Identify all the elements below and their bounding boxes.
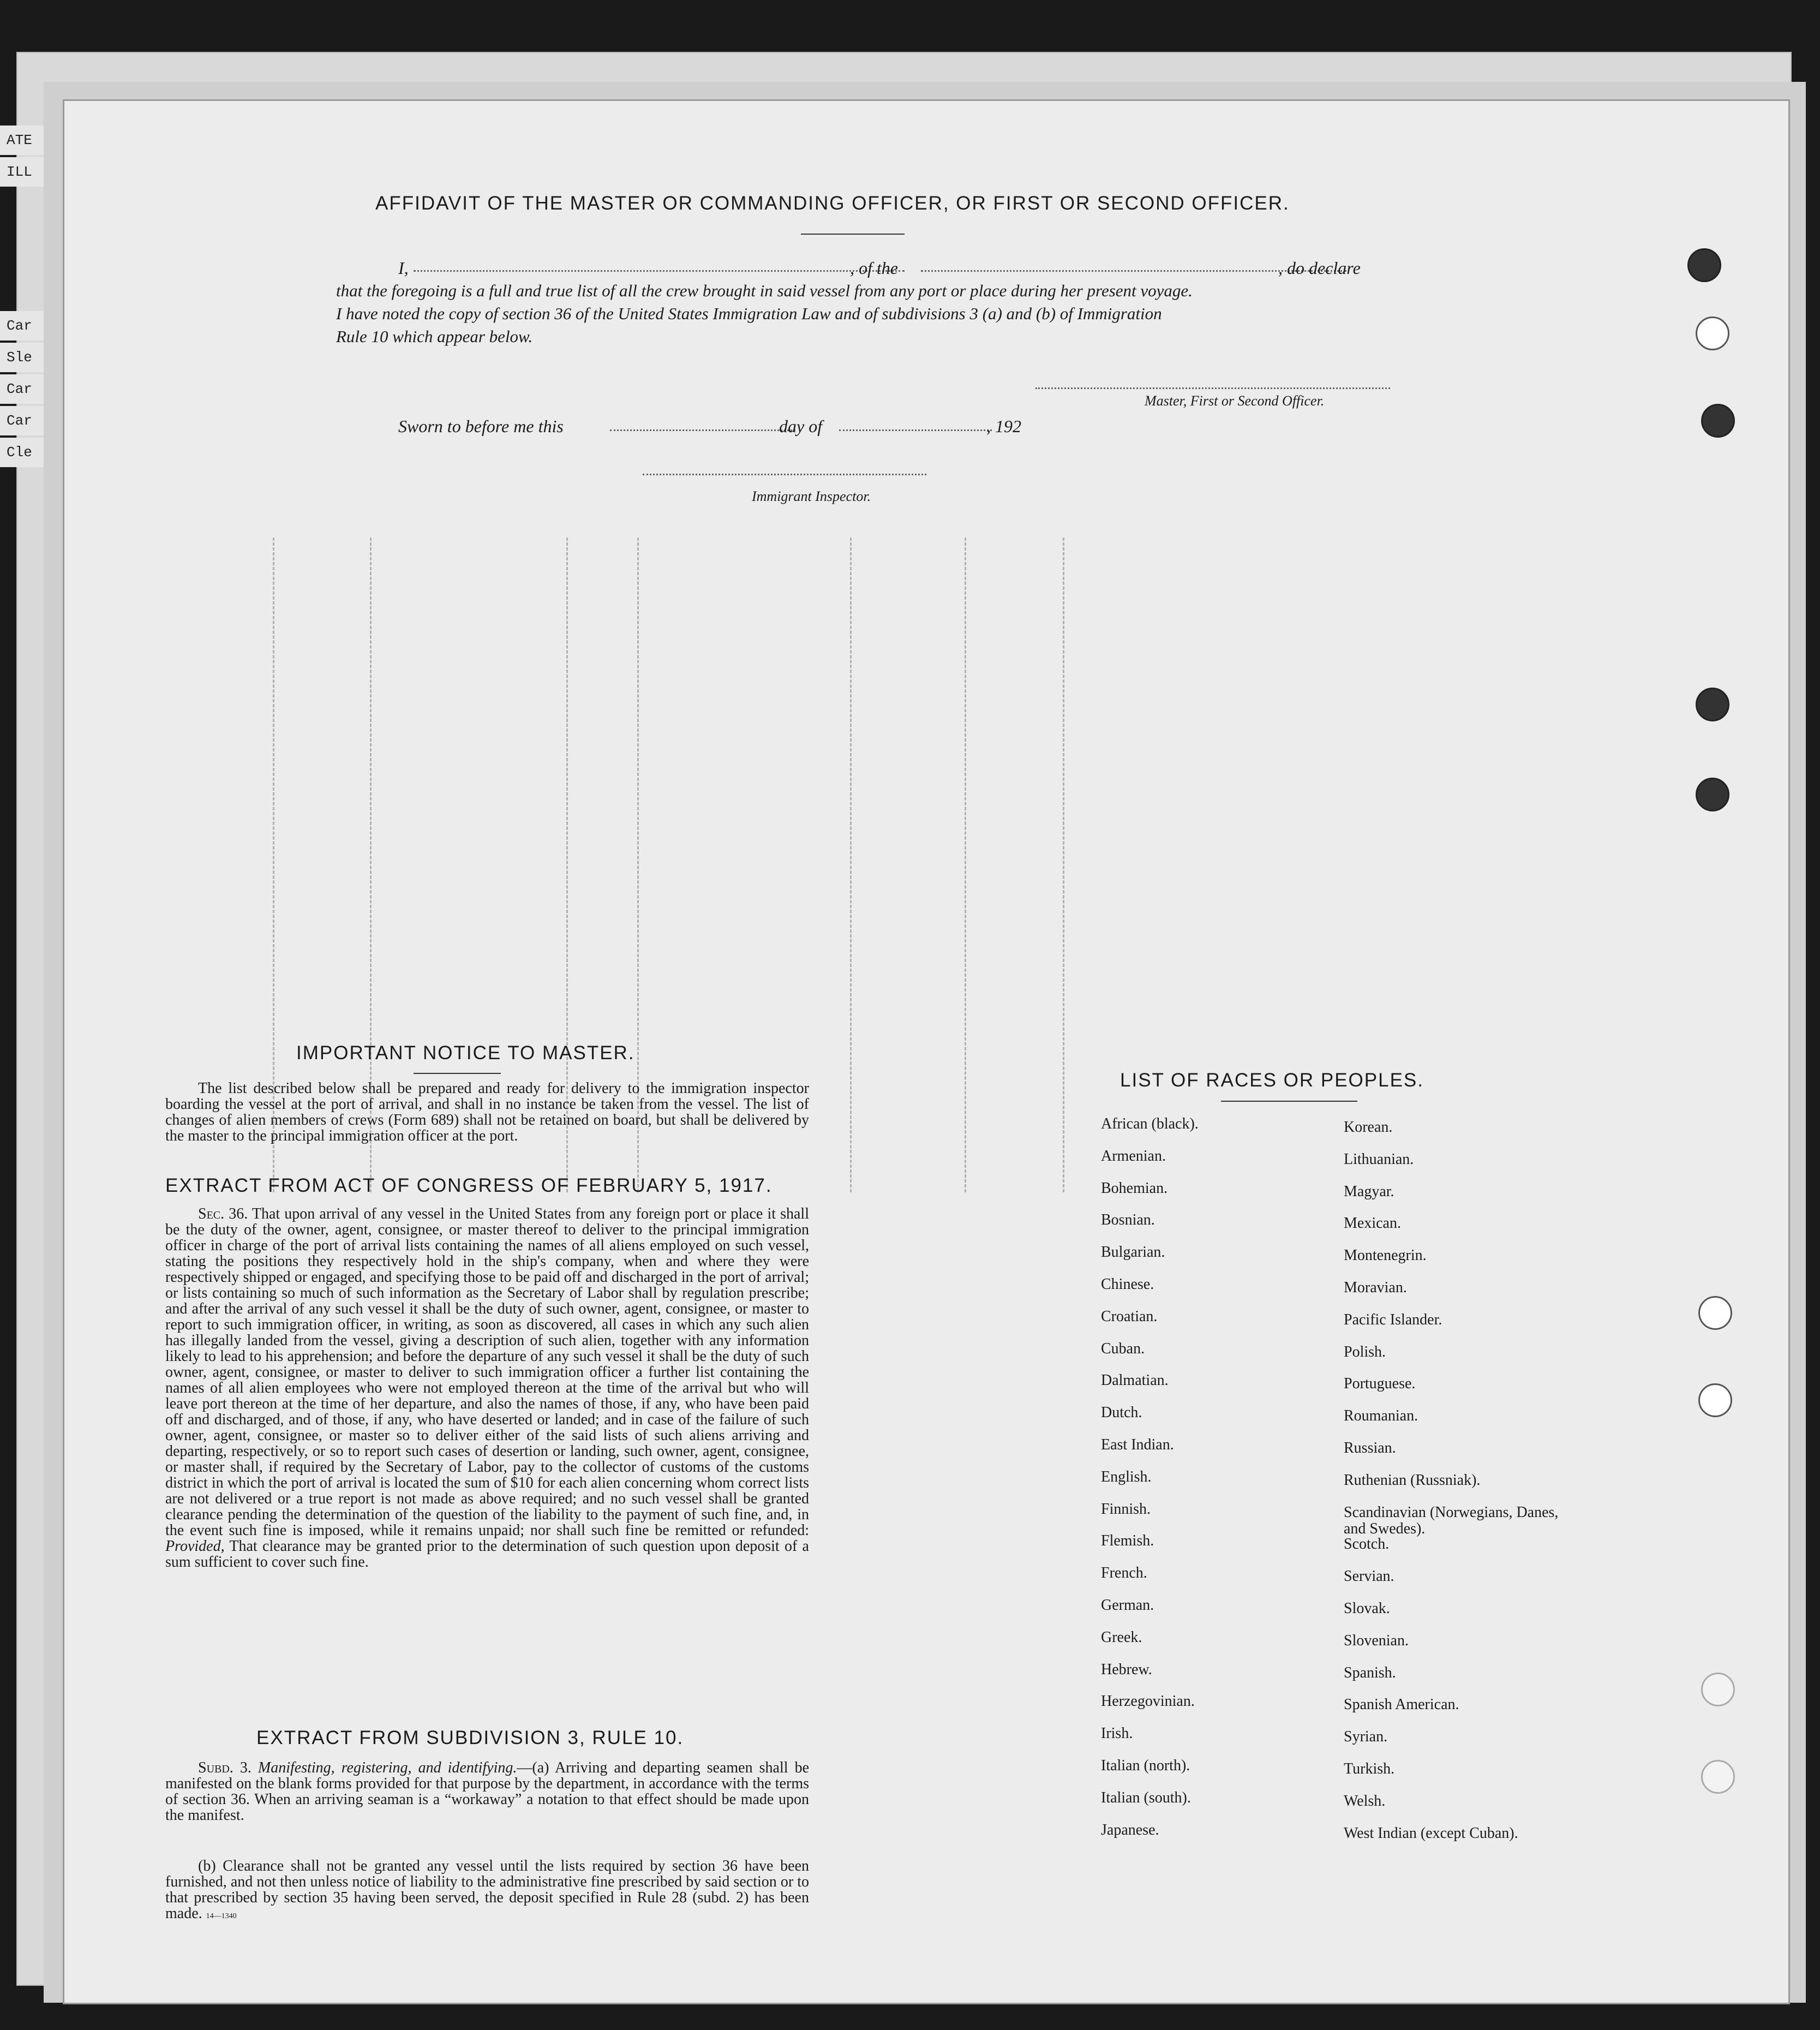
rule-a-body: —(a) Arriving and departing seamen shall be manifested on the blank forms provided for that purpose by the department, in accordance with the terms of section 36. When an arriving seaman is a “workaway” a notation to that effect should be made upon the manifest. (165, 1759, 809, 1824)
race-item: Moravian. (1344, 1279, 1407, 1296)
notice-text: The list described below shall be prepared and ready for delivery to the immigration inspector boarding the vessel at the port of arrival, and shall in no instance be taken from the vessel. The list of changes of alien members of crews (Form 689) shall not be retained on board, but shall be delivered by the master to the principal immigration officer at the port. (165, 1080, 809, 1144)
race-item: French. (1101, 1565, 1147, 1582)
sworn-day-blank[interactable] (610, 429, 795, 431)
affidavit-line-1: that the foregoing is a full and true list of all the crew brought in said vessel from any port or place during her present voyage. (336, 281, 1193, 300)
race-item: Portuguese. (1344, 1375, 1416, 1393)
race-item: Montenegrin. (1344, 1247, 1427, 1264)
document-page (64, 101, 1788, 2003)
races-title: LIST OF RACES OR PEOPLES. (1120, 1070, 1424, 1091)
race-item: West Indian (except Cuban). (1344, 1824, 1518, 1842)
punch-hole (1701, 1673, 1735, 1706)
act-text (165, 1206, 809, 1570)
bleed-line (1063, 538, 1064, 1192)
act-title: EXTRACT FROM ACT OF CONGRESS OF FEBRUARY 5, 1917. (165, 1175, 773, 1196)
punch-hole (1701, 404, 1735, 438)
rule-b-text (165, 1858, 809, 1924)
races-rule (1221, 1101, 1357, 1102)
form-code: 14—1340 (206, 1912, 237, 1920)
race-item: Chinese. (1101, 1275, 1154, 1293)
margin-tab: Cle (0, 438, 44, 467)
rule-a-text (165, 1760, 809, 1823)
punch-hole (1698, 1296, 1732, 1330)
race-item: Spanish. (1344, 1664, 1396, 1681)
affidavit-of-the: , of the (850, 258, 898, 278)
bleed-line (965, 538, 966, 1192)
race-item: Bosnian. (1101, 1211, 1155, 1229)
punch-hole (1698, 1383, 1732, 1417)
margin-tab: Car (0, 311, 44, 341)
margin-tab: Sle (0, 343, 44, 372)
signature-line[interactable] (1035, 387, 1390, 389)
bleed-line (850, 538, 852, 1192)
race-item: Lithuanian. (1344, 1150, 1414, 1168)
name-blank[interactable] (414, 270, 905, 272)
notice-rule (414, 1073, 501, 1074)
punch-hole (1687, 248, 1721, 282)
race-item: Croatian. (1101, 1307, 1158, 1325)
race-item: Irish. (1101, 1725, 1133, 1742)
affidavit-title: AFFIDAVIT OF THE MASTER OR COMMANDING OFFICER, OR FIRST OR SECOND OFFICER. (375, 193, 1290, 214)
race-item: Cuban. (1101, 1340, 1145, 1357)
rule-b-body: (b) Clearance shall not be granted any vessel until the lists required by section 36 have been furnished, and not then unless notice of liability to the administrative fine prescribed by said section or to that prescribed by section 35 having been served, the deposit specified in Rule 28 (subd. 2) has been made. (165, 1858, 809, 1922)
race-item: Bulgarian. (1101, 1244, 1165, 1261)
race-item: English. (1101, 1468, 1152, 1485)
punch-hole (1696, 778, 1729, 811)
race-item: Italian (north). (1101, 1757, 1190, 1774)
race-item: Greek. (1101, 1628, 1142, 1646)
rule-title: EXTRACT FROM SUBDIVISION 3, RULE 10. (256, 1727, 684, 1748)
punch-hole (1701, 1760, 1735, 1794)
race-item: Spanish American. (1344, 1696, 1459, 1713)
race-item: Japanese. (1101, 1821, 1159, 1838)
race-item: Dutch. (1101, 1404, 1142, 1422)
race-item: Korean. (1344, 1119, 1393, 1136)
race-item: German. (1101, 1596, 1154, 1614)
race-item: Polish. (1344, 1343, 1386, 1360)
race-item: Servian. (1344, 1568, 1394, 1585)
affidavit-i: I, (398, 258, 409, 278)
affidavit-do-declare: , do declare (1278, 258, 1361, 278)
race-item: Scotch. (1344, 1536, 1390, 1553)
race-item: Magyar. (1344, 1183, 1394, 1200)
race-item: Scandinavian (Norwegians, Danes, and Swedes). (1344, 1503, 1559, 1537)
act-provided: Provided, (165, 1538, 225, 1555)
margin-tab: Car (0, 374, 44, 404)
inspector-signature-line[interactable] (643, 474, 926, 475)
rule-heading: Manifesting, registering, and identifying. (258, 1759, 517, 1776)
affidavit-line-3: Rule 10 which appear below. (336, 327, 533, 346)
sworn-text: Sworn to before me this (398, 416, 564, 436)
race-item: Slovak. (1344, 1599, 1390, 1617)
race-item: Pacific Islander. (1344, 1311, 1442, 1328)
races-left-column (1101, 1116, 1199, 1854)
race-item: Slovenian. (1344, 1632, 1409, 1649)
races-right-column (1344, 1119, 1578, 1857)
year-text: , 192 (986, 416, 1021, 436)
affidavit-line-2: I have noted the copy of section 36 of the United States Immigration Law and of subdivisions 3 (a) and (b) of Immigration (336, 304, 1162, 323)
race-item: Ruthenian (Russniak). (1344, 1471, 1481, 1489)
race-item: Syrian. (1344, 1728, 1388, 1746)
notice-title: IMPORTANT NOTICE TO MASTER. (296, 1042, 635, 1064)
race-item: Welsh. (1344, 1792, 1386, 1810)
punch-hole (1696, 317, 1729, 350)
act-tail: That clearance may be granted prior to the determination of such question upon deposit of a sum sufficient to cover such fine. (165, 1538, 809, 1571)
margin-tab: Car (0, 406, 44, 435)
margin-tab: ATE (0, 126, 44, 155)
inspector-caption: Immigrant Inspector. (752, 488, 871, 504)
race-item: Herzegovinian. (1101, 1693, 1195, 1710)
race-item: Turkish. (1344, 1760, 1395, 1777)
margin-tab: ILL (0, 157, 44, 187)
race-item: Mexican. (1344, 1215, 1401, 1232)
race-item: Hebrew. (1101, 1661, 1152, 1678)
title-rule (801, 234, 905, 235)
act-section: Sec. 36. (198, 1205, 248, 1222)
day-of-text: day of (779, 416, 823, 436)
rule-subd: Subd. 3. (198, 1759, 252, 1776)
race-item: Finnish. (1101, 1500, 1151, 1518)
race-item: Flemish. (1101, 1532, 1154, 1550)
act-body: That upon arrival of any vessel in the United States from any foreign port or place it shall be the duty of the owner, agent, consignee, or master thereof to deliver to the principal immigration officer in charge of the port of arrival lists containing the names of all aliens employed on such vessel, stating the positions they respectively hold in the ship's company, when and where they were respectively shipped or engaged, and specifying those to be paid off and discharged in the port of arrival; or lists containing so much of such information as the Secretary of Labor shall by regulation prescribe; and after the arrival of any such vessel it shall be the duty of such owner, agent, consignee, or master to report to such immigration officer, in writing, as soon as discovered, all cases in which any such alien has illegally landed from the vessel, giving a description of such alien, together with any information likely to lead to his apprehension; and before the departure of any such vessel it shall be the duty of such owner, agent, consignee, or master to deliver to such immigration officer a further list containing the names of all alien employees who were not employed thereon at the time of the arrival but who will leave port thereon at the time of her departure, and also the names of those, if any, who have been paid off and discharged, and of those, if any, who have deserted or landed; and in case of the failure of such owner, agent, consignee, or master so to deliver either of the said lists of such aliens arriving and departing, respectively, or so to report such cases of desertion or landing, such owner, agent, consignee, or master shall, if required by the Secretary of Labor, pay to the collector of customs of the customs district in which the port of arrival is located the sum of $10 for each alien concerning whom correct lists are not delivered or a true report is not made as above required; and no such vessel shall be granted clearance pending the determination of the question of the liability to the payment of such fine, and, in the event such fine is imposed, while it remains unpaid; nor shall such fine be remitted or refunded: (165, 1205, 809, 1539)
race-item: Italian (south). (1101, 1789, 1191, 1806)
punch-hole (1696, 688, 1729, 721)
race-item: Russian. (1344, 1439, 1396, 1456)
race-item: East Indian. (1101, 1436, 1174, 1453)
race-item: African (black). (1101, 1115, 1199, 1132)
signature-caption: Master, First or Second Officer. (1145, 393, 1325, 409)
race-item: Roumanian. (1344, 1407, 1418, 1425)
race-item: Dalmatian. (1101, 1372, 1169, 1389)
race-item: Armenian. (1101, 1147, 1166, 1165)
race-item: Bohemian. (1101, 1179, 1168, 1197)
margin-tabs (0, 126, 44, 469)
sworn-month-blank[interactable] (839, 429, 992, 431)
